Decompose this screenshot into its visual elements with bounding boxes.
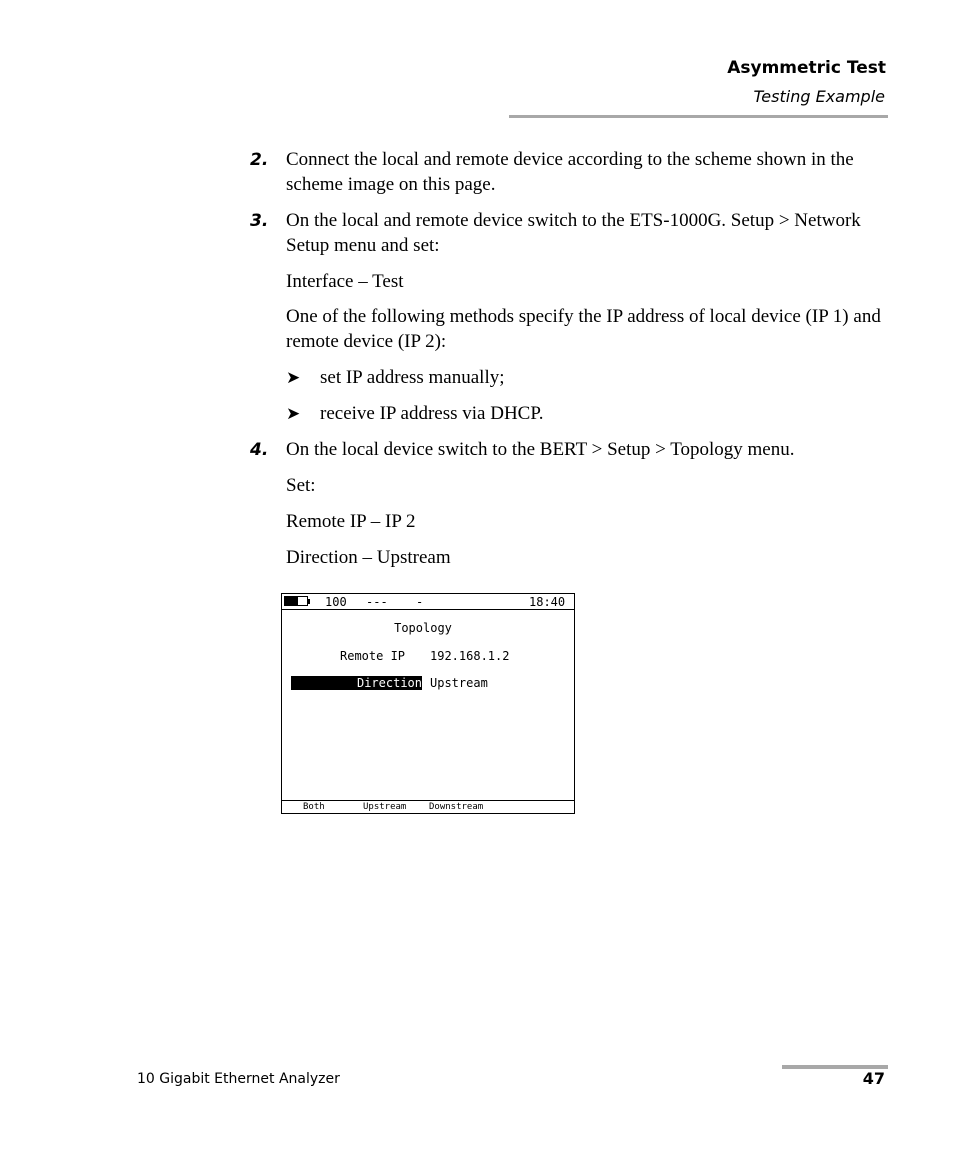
page-number: 47	[862, 1069, 885, 1088]
status-time: 18:40	[529, 595, 566, 609]
header-title: Asymmetric Test	[727, 58, 886, 78]
status-link: ---	[366, 595, 388, 609]
header-subtitle: Testing Example	[753, 87, 885, 106]
step-sub-text: Interface – Test	[286, 271, 404, 292]
status-bar	[282, 594, 574, 610]
bullet-item: receive IP address via DHCP.	[320, 403, 544, 424]
step-text: On the local and remote device switch to the ETS-1000G. Setup > Network Setup menu and set:	[286, 210, 861, 256]
bullet-item: set IP address manually;	[320, 367, 505, 388]
status-speed: 100	[325, 595, 347, 609]
softkey-bar	[282, 800, 574, 814]
header-rule	[509, 115, 888, 118]
step-sub-text: One of the following methods specify the IP address of local device (IP 1) and remote device (IP 2):	[286, 306, 881, 352]
remote-ip-label[interactable]: Remote IP	[340, 649, 406, 663]
status-indicator: -	[416, 595, 424, 609]
step-number: 4.	[250, 440, 269, 460]
step-sub-text: Direction – Upstream	[286, 547, 451, 568]
softkey-downstream[interactable]: Downstream	[429, 802, 484, 812]
bullet-arrow-icon: ➤	[286, 368, 301, 388]
step-sub-text: Remote IP – IP 2	[286, 511, 416, 532]
battery-nub	[308, 599, 310, 604]
softkey-upstream[interactable]: Upstream	[363, 802, 407, 812]
step-text: Connect the local and remote device according to the scheme shown in the scheme image on this page.	[286, 149, 854, 195]
step-text: On the local device switch to the BERT > Setup > Topology menu.	[286, 439, 795, 460]
bullet-arrow-icon: ➤	[286, 404, 301, 424]
footer-product: 10 Gigabit Ethernet Analyzer	[137, 1071, 340, 1087]
direction-label-selected[interactable]: Direction	[291, 676, 422, 690]
step-number: 3.	[250, 211, 269, 231]
device-screen	[281, 593, 575, 814]
direction-value: Upstream	[430, 676, 488, 690]
remote-ip-value: 192.168.1.2	[430, 649, 510, 663]
step-number: 2.	[250, 150, 269, 170]
battery-fill	[285, 597, 298, 605]
screen-title: Topology	[394, 621, 452, 635]
battery-icon	[284, 596, 308, 606]
softkey-both[interactable]: Both	[303, 802, 325, 812]
step-sub-text: Set:	[286, 475, 316, 496]
